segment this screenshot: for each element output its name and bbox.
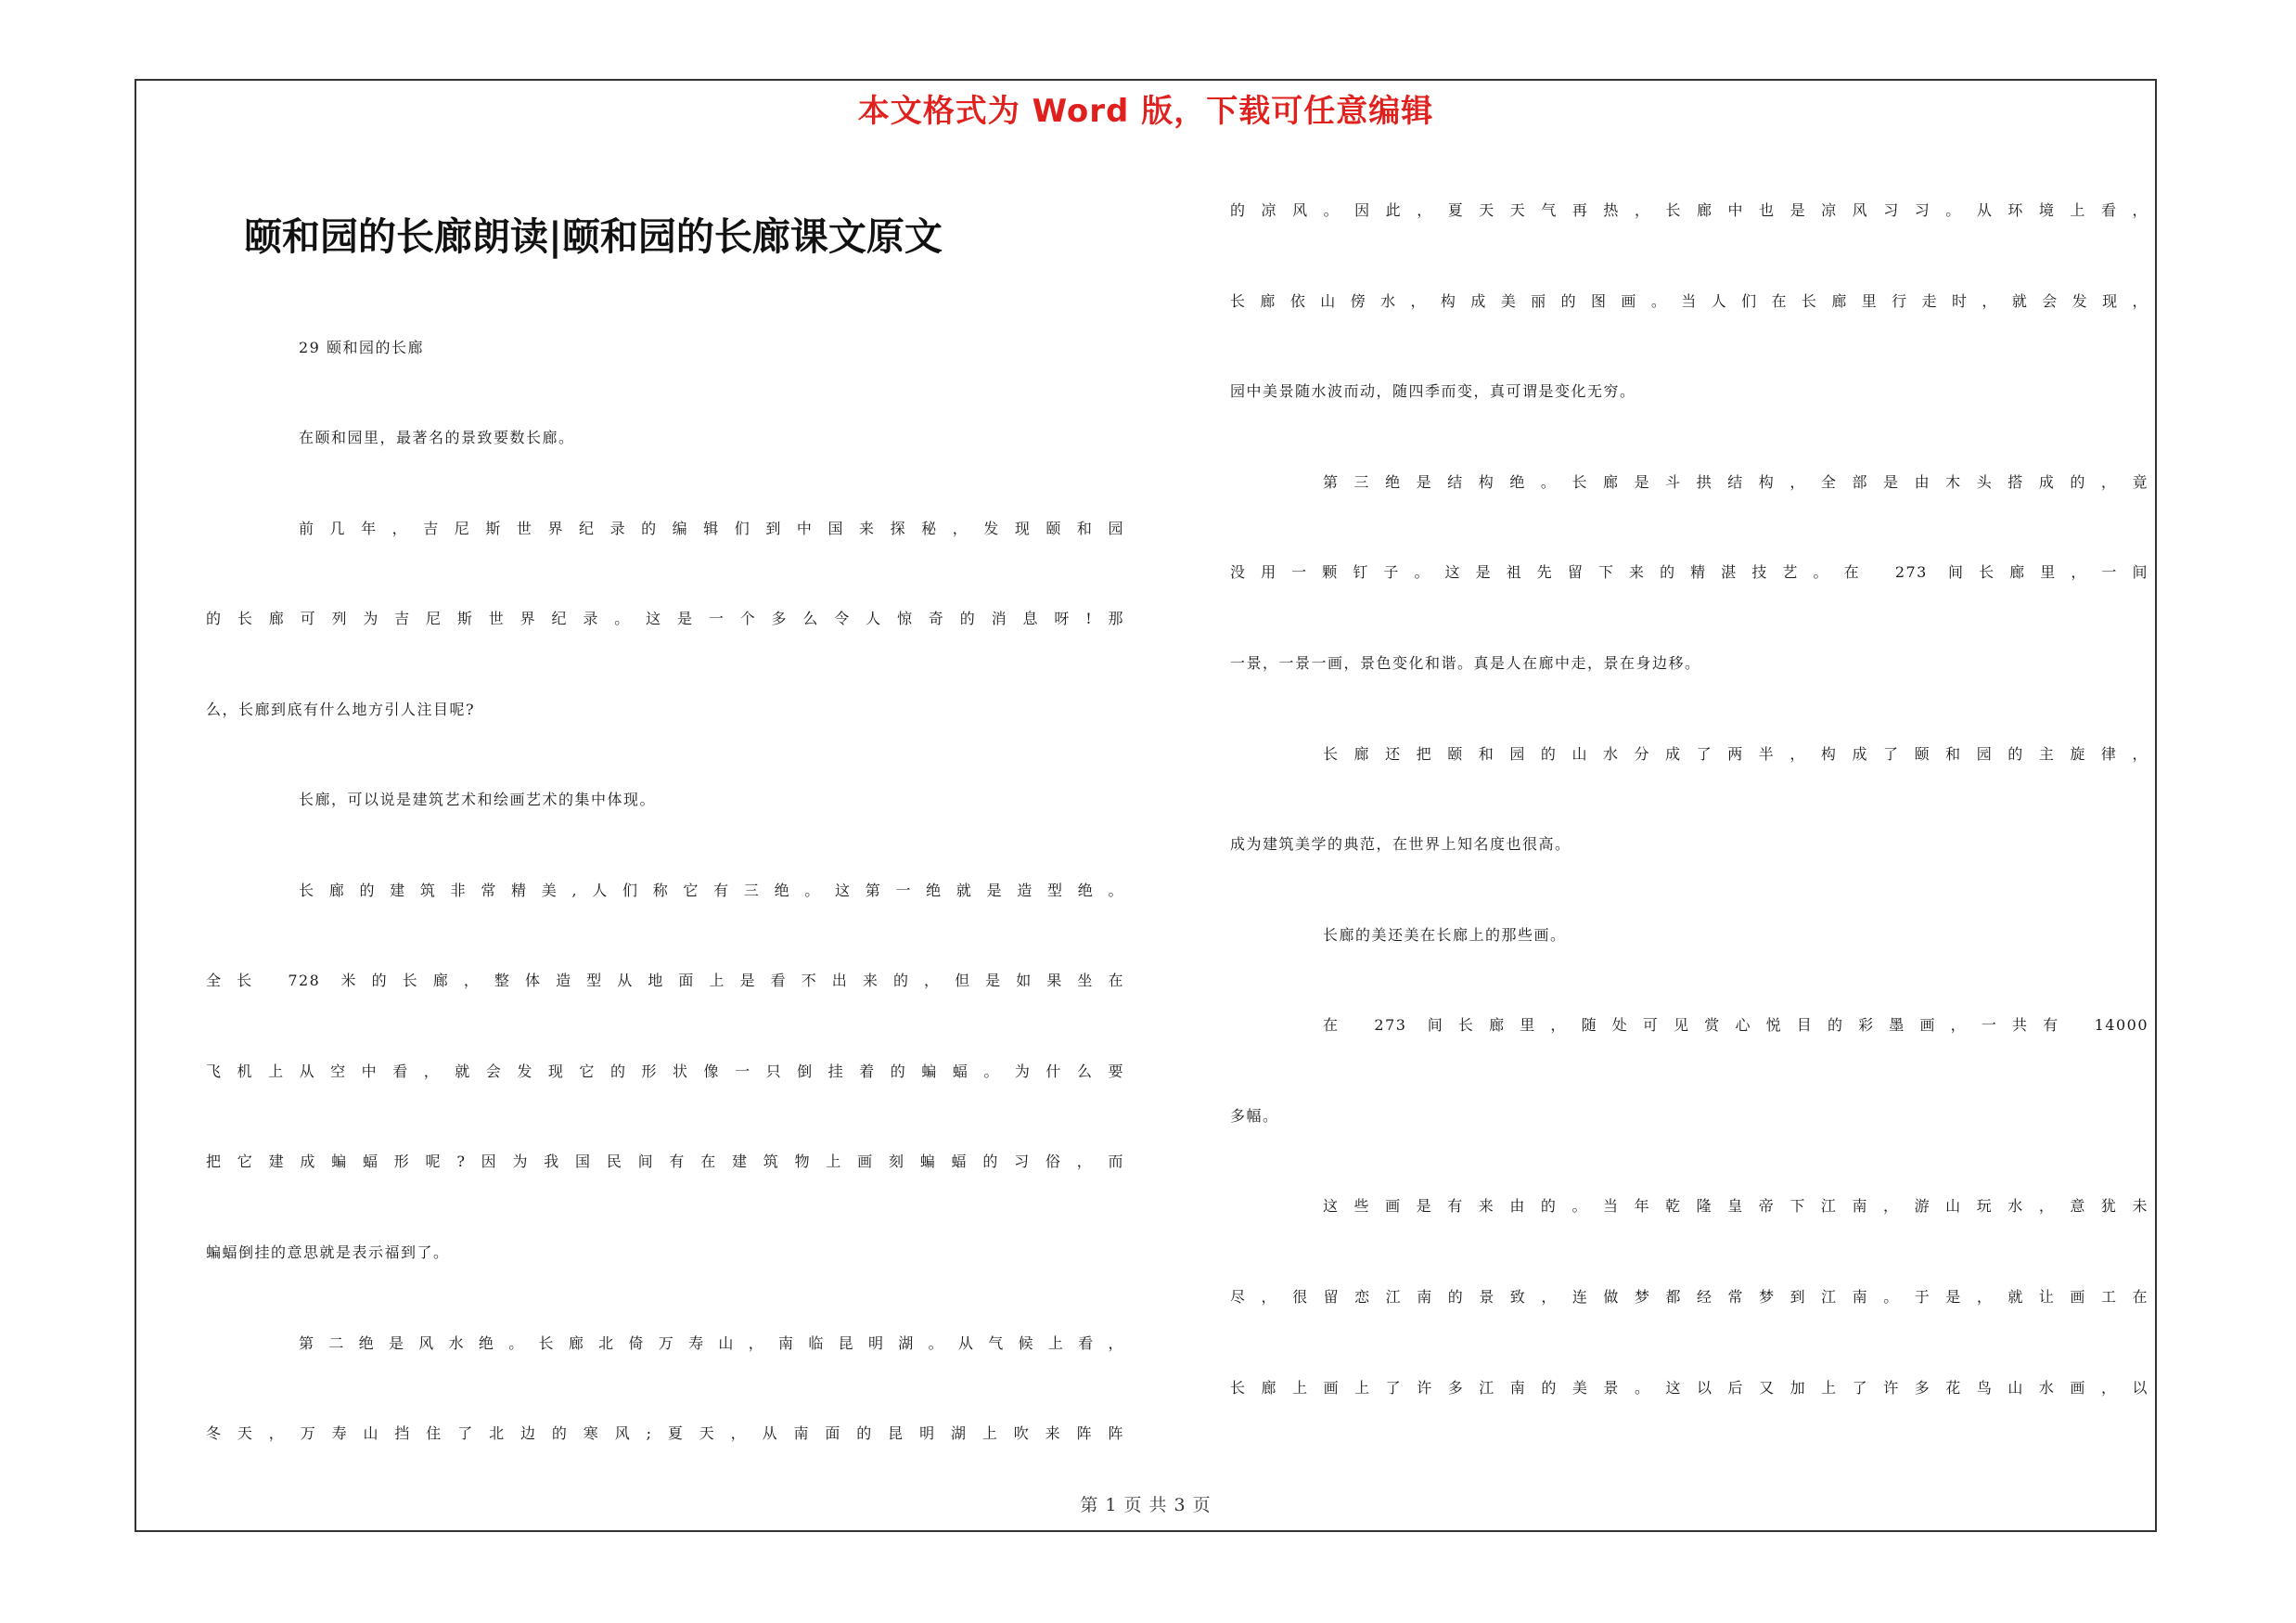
paragraph-line: 园中美景随水波而动，随四季而变，真可谓是变化无穷。: [1230, 382, 1636, 400]
paragraph-line: 么，长廊到底有什么地方引人注目呢?: [206, 701, 476, 718]
paragraph-line: 第三绝是结构绝。长廊是斗拱结构，全部是由木头搭成的，竟: [1323, 473, 2148, 491]
paragraph-line: 长廊，可以说是建筑艺术和绘画艺术的集中体现。: [299, 791, 657, 808]
paragraph-line: 一景，一景一画，景色变化和谐。真是人在廊中走，景在身边移。: [1230, 654, 1701, 672]
paragraph-line: 飞机上从空中看，就会发现它的形状像一只倒挂着的蝙蝠。为什么要: [206, 1063, 1124, 1080]
paragraph-line: 长廊依山傍水，构成美丽的图画。当人们在长廊里行走时，就会发现，: [1230, 292, 2148, 310]
paragraph-line: 尽，很留恋江南的景致，连做梦都经常梦到江南。于是，就让画工在: [1230, 1288, 2148, 1306]
format-banner: 本文格式为 Word 版，下载可任意编辑: [857, 93, 1434, 130]
page-number-footer: 第 1 页 共 3 页: [1080, 1495, 1212, 1515]
paragraph-line: 这些画是有来由的。当年乾隆皇帝下江南，游山玩水，意犹未: [1323, 1197, 2148, 1215]
paragraph-line: 蝙蝠倒挂的意思就是表示福到了。: [206, 1243, 450, 1261]
paragraph-line: 成为建筑美学的典范，在世界上知名度也很高。: [1230, 835, 1571, 853]
paragraph-line: 把它建成蝙蝠形呢?因为我国民间有在建筑物上画刻蝙蝠的习俗，而: [206, 1153, 1124, 1170]
paragraph-line: 全长 728 米的长廊，整体造型从地面上是看不出来的，但是如果坐在: [206, 972, 1124, 989]
paragraph-line: 长廊的美还美在长廊上的那些画。: [1323, 926, 1567, 944]
paragraph-line: 没用一颗钉子。这是祖先留下来的精湛技艺。在 273 间长廊里，一间: [1230, 563, 2148, 581]
paragraph-line: 长廊的建筑非常精美,人们称它有三绝。这第一绝就是造型绝。: [299, 882, 1124, 899]
paragraph-line: 长廊还把颐和园的山水分成了两半，构成了颐和园的主旋律，: [1323, 745, 2148, 763]
paragraph-line: 第二绝是风水绝。长廊北倚万寿山，南临昆明湖。从气候上看，: [299, 1334, 1124, 1352]
paragraph-line: 在颐和园里，最著名的景致要数长廊。: [299, 429, 575, 446]
paragraph-line: 的长廊可列为吉尼斯世界纪录。这是一个多么令人惊奇的消息呀!那: [206, 610, 1124, 627]
section-heading: 29 颐和园的长廊: [299, 339, 424, 356]
paragraph-line: 前几年，吉尼斯世界纪录的编辑们到中国来探秘，发现颐和园: [299, 520, 1124, 537]
paragraph-line: 长廊上画上了许多江南的美景。这以后又加上了许多花鸟山水画，以: [1230, 1379, 2148, 1397]
paragraph-line: 的凉风。因此，夏天天气再热，长廊中也是凉风习习。从环境上看，: [1230, 201, 2148, 219]
paragraph-line: 多幅。: [1230, 1107, 1279, 1125]
paragraph-line: 冬天，万寿山挡住了北边的寒风;夏天，从南面的昆明湖上吹来阵阵: [206, 1424, 1124, 1442]
paragraph-line: 在 273 间长廊里，随处可见赏心悦目的彩墨画，一共有 14000: [1323, 1016, 2148, 1034]
document-title: 颐和园的长廊朗读|颐和园的长廊课文原文: [244, 214, 943, 259]
